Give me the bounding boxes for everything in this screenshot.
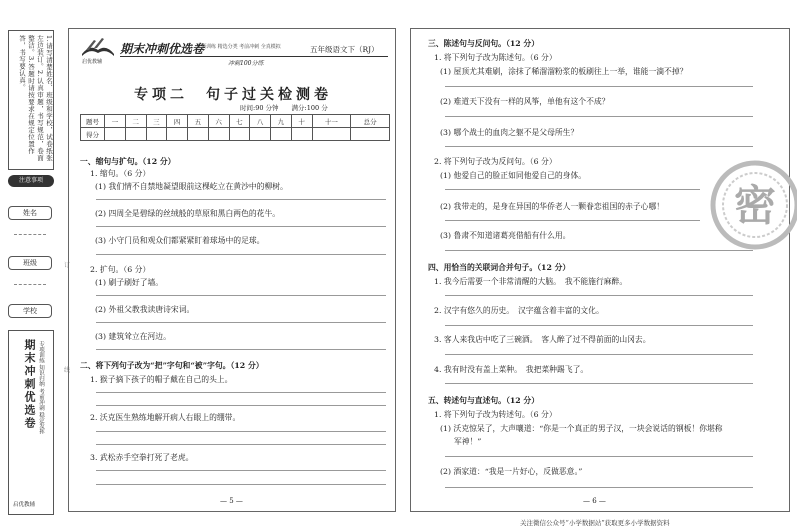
s3-q1-item-1: (1) 屋顶尤其难刷，涂抹了稀溜溜粉浆的板刷往上一举，谁能一滴不掉？	[440, 67, 688, 76]
name-field-line[interactable]	[14, 234, 46, 235]
s1-q2-item-3: (3) 建筑耸立在河边。	[95, 332, 171, 341]
answer-line[interactable]	[96, 199, 386, 200]
strip-brand-title: 期末冲刺优选卷	[23, 339, 36, 430]
footer-note: 关注微信公众号“小学数据站”获取更多小学数据资料	[520, 519, 670, 527]
score-col: 九	[271, 115, 292, 128]
answer-line[interactable]	[96, 349, 386, 350]
score-col: 一	[105, 115, 126, 128]
score-table-score-row	[81, 128, 390, 141]
s4-item-4: 4. 我有时没有盖上菜种。 我把菜种踢飞了。	[434, 365, 589, 374]
answer-line[interactable]	[96, 444, 386, 445]
strip-brand-small: 启优教辅	[13, 502, 36, 508]
score-cell[interactable]	[167, 128, 188, 141]
s2-item-3: 3. 武松赤手空拳打死了老虎。	[90, 453, 194, 462]
section-3-title: 三、陈述句与反问句。（12 分）	[428, 39, 540, 48]
header-motto: 冲刺100分练	[228, 60, 264, 67]
secret-seal-stamp	[705, 150, 797, 260]
s1-q1-item-3: (3) 小守门员和观众们都紧紧盯着球场中的足球。	[95, 236, 265, 245]
answer-line[interactable]	[96, 295, 386, 296]
answer-line[interactable]	[445, 146, 753, 147]
class-field-line[interactable]	[14, 284, 46, 285]
s1-q1-title: 1. 缩句。（6 分）	[90, 169, 151, 178]
strip-brand-box	[8, 330, 54, 515]
score-cell[interactable]	[208, 128, 229, 141]
score-col: 六	[208, 115, 229, 128]
s4-item-1: 1. 我今后需要一个非常清醒的大脑。 我不能施行麻醉。	[434, 277, 628, 286]
answer-line[interactable]	[445, 116, 753, 117]
score-col: 十	[291, 115, 312, 128]
s3-q1-title: 1. 将下列句子改为陈述句。（6 分）	[434, 53, 557, 62]
answer-line[interactable]	[96, 254, 386, 255]
answer-line[interactable]	[96, 405, 386, 406]
answer-line[interactable]	[445, 487, 753, 488]
score-cell[interactable]	[351, 128, 390, 141]
score-table-row-label: 得分	[81, 128, 105, 141]
brand-tagline: 专项训练 精选分类 考前冲刺 全真模拟	[196, 44, 281, 50]
section-2-title: 二、将下列句子改为“把”字句和“被”字句。（12 分）	[80, 361, 264, 370]
s1-q2-title: 2. 扩句。（6 分）	[90, 265, 151, 274]
section-1-title: 一、缩句与扩句。（12 分）	[80, 157, 176, 166]
s3-q2-title: 2. 将下列句子改为反问句。（6 分）	[434, 157, 557, 166]
s2-item-2: 2. 沃克医生熟练地解开病人右眼上的绷带。	[90, 413, 241, 422]
score-cell[interactable]	[312, 128, 351, 141]
s3-q1-item-3: (3) 哪个战士的血肉之躯不是父母所生？	[440, 128, 579, 137]
answer-line[interactable]	[445, 354, 753, 355]
bind-mark-xian: 线	[64, 367, 71, 374]
document-title: 专项二 句子过关检测卷	[134, 87, 332, 103]
s1-q2-item-1: (1) 刷子刷好了墙。	[95, 278, 164, 287]
score-col: 二	[125, 115, 146, 128]
score-cell[interactable]	[250, 128, 271, 141]
s3-q2-item-1: (1) 他爱自己的脸正如同他爱自己的身体。	[440, 171, 587, 180]
score-col: 四	[167, 115, 188, 128]
notes-box	[8, 30, 54, 170]
answer-line[interactable]	[96, 392, 386, 393]
s1-q1-item-1: (1) 我们情不自禁地凝望眼前这棵屹立在黄沙中的柳树。	[95, 182, 288, 191]
grade-label: 五年级语文下（RJ）	[310, 45, 379, 54]
s3-q2-item-3: (3) 鲁肃不知道诸葛亮借船有什么用。	[440, 231, 571, 240]
score-cell[interactable]	[125, 128, 146, 141]
answer-line[interactable]	[445, 325, 753, 326]
score-col: 总分	[351, 115, 390, 128]
answer-line[interactable]	[445, 220, 700, 221]
s1-q2-item-2: (2) 外祖父教我读唐诗宋词。	[95, 305, 195, 314]
section-4-title: 四、用恰当的关联词合并句子。（12 分）	[428, 263, 571, 272]
answer-line[interactable]	[445, 383, 753, 384]
answer-line[interactable]	[96, 322, 386, 323]
answer-line[interactable]	[445, 456, 753, 457]
page-number-left: — 5 —	[220, 497, 243, 505]
page-header	[78, 36, 388, 66]
score-col: 十一	[312, 115, 351, 128]
score-cell[interactable]	[146, 128, 167, 141]
time-score-line: 时间:90 分钟 满分:100 分	[240, 104, 328, 112]
s5-q1-title: 1. 将下列句子改为转述句。（6 分）	[434, 410, 557, 419]
answer-line[interactable]	[96, 431, 386, 432]
s4-item-2: 2. 汉字有悠久的历史。 汉字蕴含着丰富的文化。	[434, 306, 604, 315]
score-table-header-row	[81, 115, 390, 128]
notes-tag: 注意事项	[8, 175, 54, 187]
s5-q1-item-1: (1) 沃克惊呆了，大声嚷道：“你是一个真正的男子汉，一块会说话的钢板！你堪称	[440, 424, 723, 433]
score-cell[interactable]	[271, 128, 292, 141]
score-col: 五	[188, 115, 209, 128]
s1-q1-item-2: (2) 四周全是碧绿的丝绒般的草原和黑白两色的花牛。	[95, 209, 281, 218]
section-5-title: 五、转述句与直述句。（12 分）	[428, 396, 540, 405]
answer-line[interactable]	[96, 484, 386, 485]
page-number-right: — 6 —	[583, 497, 606, 505]
answer-line[interactable]	[445, 295, 753, 296]
notes-text: 1.请写清楚姓名、班级和学校，试卷纸张左边装订。2.认真审题，书写规范，卷面整洁。3.答题时请按要求在规定位置作答，书写要认真。	[18, 35, 53, 162]
s4-item-3: 3. 客人来我店中吃了三碗酒。 客人醉了过不得前面的山冈去。	[434, 335, 651, 344]
score-cell[interactable]	[291, 128, 312, 141]
answer-line[interactable]	[445, 86, 753, 87]
s5-q1-item-2: (2) 酒家道：“我是一片好心，反做恶意。”	[440, 467, 583, 476]
score-table	[80, 114, 390, 141]
score-cell[interactable]	[105, 128, 126, 141]
logo-caption: 启优教辅	[82, 59, 103, 65]
seal-character: 密	[733, 181, 777, 230]
answer-line[interactable]	[96, 226, 386, 227]
score-col: 三	[146, 115, 167, 128]
s3-q2-item-2: (2) 我带走的，是身在异国的华侨老人一颗眷恋祖国的赤子心哪！	[440, 202, 665, 211]
header-rule	[120, 56, 388, 57]
answer-line[interactable]	[96, 470, 386, 471]
name-field-label: 姓名	[8, 206, 52, 220]
binding-strip	[0, 0, 71, 530]
bind-mark-ding: 订	[64, 262, 71, 269]
class-field-label: 班级	[8, 256, 52, 270]
score-cell[interactable]	[188, 128, 209, 141]
brand-title: 期末冲刺优选卷	[120, 42, 205, 56]
s5-q1-item-1-cont: 军神！”	[454, 437, 482, 446]
score-table-row-label: 题号	[81, 115, 105, 128]
s2-item-1: 1. 猴子摘下孩子的帽子戴在自己的头上。	[90, 375, 233, 384]
s3-q1-item-2: (2) 难道天下没有一样的风筝，单他有这个不成？	[440, 97, 610, 106]
score-col: 八	[250, 115, 271, 128]
school-field-label: 学校	[8, 304, 52, 318]
strip-brand-sub: 专项训练 知识归纳 考前冲刺 稳定发挥	[38, 341, 44, 435]
score-col: 七	[229, 115, 250, 128]
answer-line[interactable]	[445, 189, 700, 190]
score-cell[interactable]	[229, 128, 250, 141]
